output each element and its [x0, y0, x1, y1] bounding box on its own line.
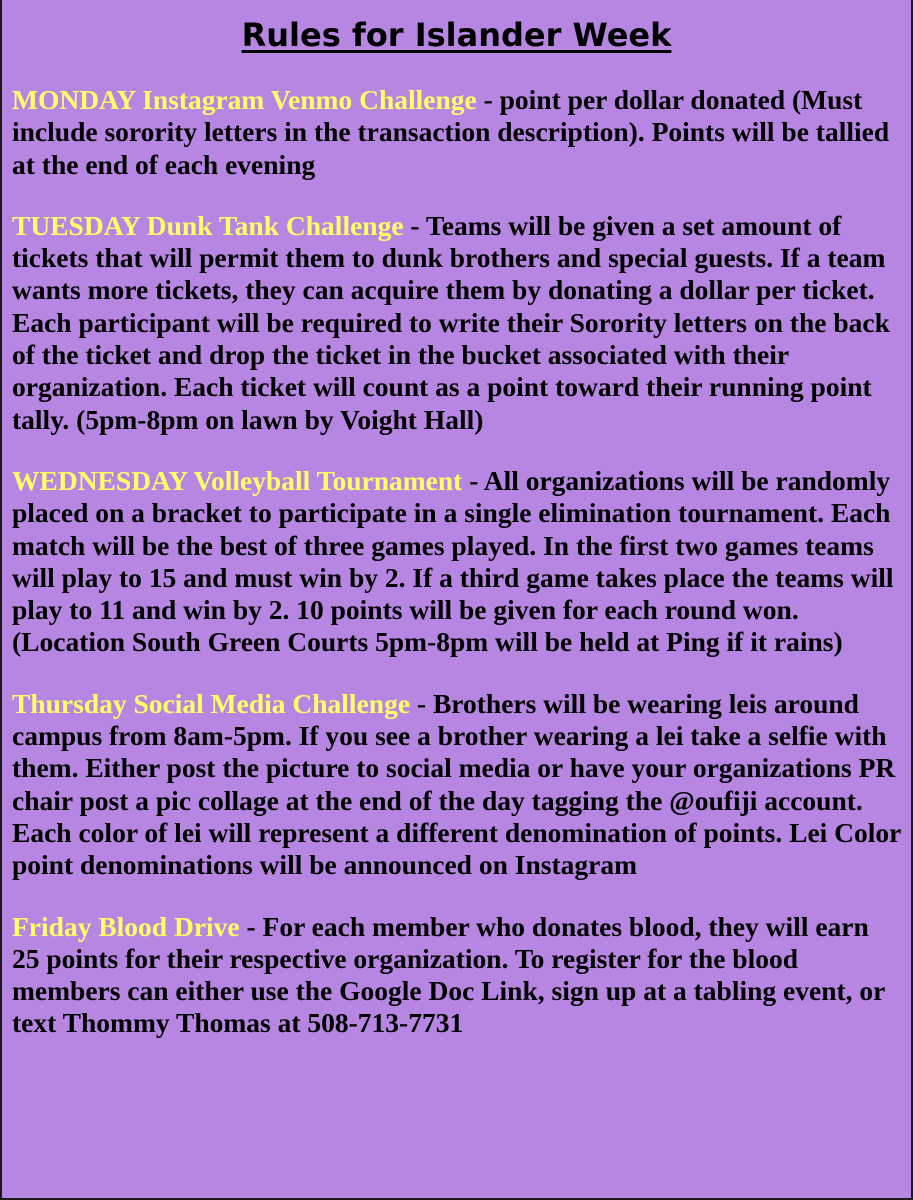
rule-tuesday-body: - Teams will be given a set amount of tickets that will permit them to dunk brothers and special guests. If a team wants more tickets, they can acquire them by donating a dollar per ticket. Each participant will be required to write their Sorority letters on the back of the ticket and drop the ticket in the bucket associated with their organization. Each ticket will count as a point toward their running point tally. (5pm-8pm on lawn by Voight Hall): [12, 209, 890, 435]
rule-monday-body: - point per dollar donated (Must include sorority letters in the transaction description). Points will be tallied at the end of each evening: [12, 84, 890, 180]
rule-friday-heading: Friday Blood Drive: [12, 910, 240, 942]
rule-thursday: [12, 688, 903, 882]
rule-tuesday: [12, 210, 903, 436]
rule-thursday-heading: Thursday Social Media Challenge: [12, 687, 411, 719]
rule-thursday-body: - Brothers will be wearing leis around campus from 8am-5pm. If you see a brother wearing a lei take a selfie with them. Either post the picture to social media or have your organizations PR chair post a pic collage at the end of the day tagging the @oufiji account. Each color of lei will represent a different denomination of points. Lei Color point denominations will be announced on Instagram: [12, 687, 901, 881]
document-title: [2, 0, 911, 58]
rule-wednesday-body: - All organizations will be randomly placed on a bracket to participate in a single elimination tournament. Each match will be the best of three games played. In the first two games teams will play to 15 and must win by 2. If a third game takes place the teams will play to 11 and win by 2. 10 points will be given for each round won. (Location South Green Courts 5pm-8pm will be held at Ping if it rains): [12, 464, 894, 658]
document-title-text: Rules for Islander Week: [241, 16, 672, 54]
rule-wednesday: [12, 465, 903, 659]
rule-monday: [12, 84, 903, 181]
rule-friday: [12, 911, 903, 1040]
rule-wednesday-heading: WEDNESDAY Volleyball Tournament: [12, 464, 463, 496]
rules-list: [12, 84, 903, 1069]
rule-friday-body: - For each member who donates blood, they will earn 25 points for their respective organization. To register for the blood members can either use the Google Doc Link, sign up at a tabling event, or text Thommy Thomas at 508-713-7731: [12, 910, 885, 1039]
rule-monday-heading: MONDAY Instagram Venmo Challenge: [12, 84, 477, 115]
rule-tuesday-heading: TUESDAY Dunk Tank Challenge: [12, 209, 404, 241]
